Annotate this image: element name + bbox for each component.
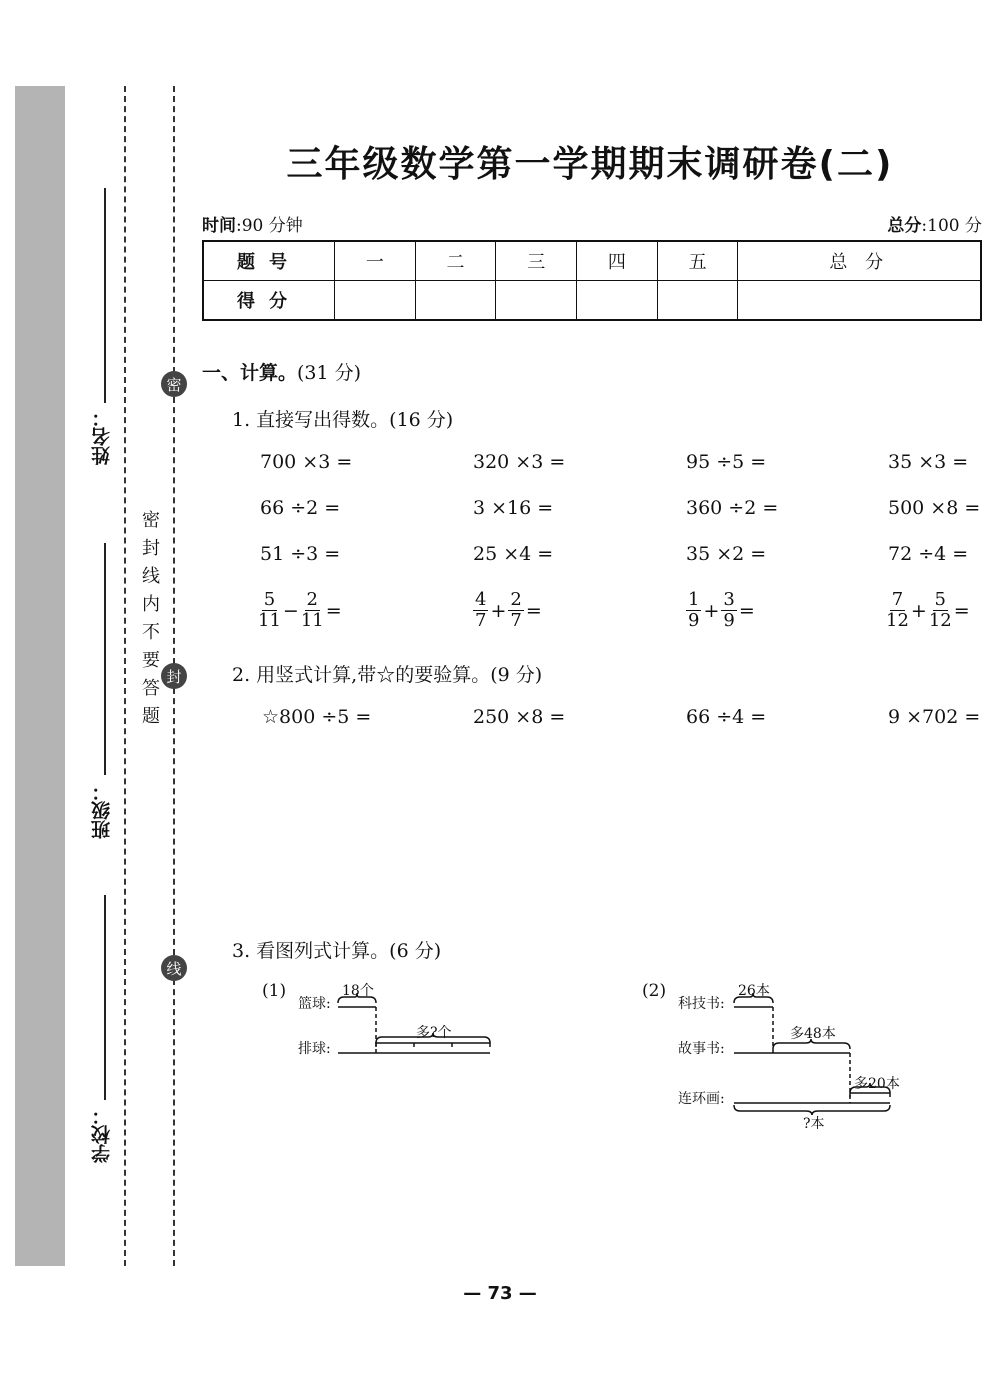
denominator: 9 <box>723 610 735 631</box>
diagram-2-top-value: 26本 <box>738 983 770 999</box>
vertical-calc-item: 66 ÷4 = <box>686 706 767 728</box>
fraction <box>473 590 488 631</box>
diagram-1-label: (1) <box>262 981 287 1001</box>
fraction <box>301 590 324 631</box>
page-title: 三年级数学第一学期期末调研卷(二) <box>286 144 894 185</box>
operator: + <box>703 599 720 622</box>
score-row-label: 得分 <box>203 281 335 321</box>
binding-dash-line-left <box>124 86 126 1266</box>
diagram-1-lines <box>258 975 508 1065</box>
fraction-item <box>473 590 544 631</box>
score-table <box>202 240 982 321</box>
numerator: 5 <box>263 589 276 610</box>
diagram-1-top-value: 18个 <box>342 983 374 999</box>
calc-item: 35 ×3 = <box>888 451 969 473</box>
section-1-points: (31 分) <box>297 362 362 384</box>
denominator: 11 <box>300 610 324 631</box>
calc-item: 320 ×3 = <box>473 451 566 473</box>
score-cell[interactable] <box>415 281 496 321</box>
operator: − <box>282 599 299 622</box>
question-3-title: 3. 看图列式计算。(6 分) <box>232 940 442 962</box>
school-label: 学校： <box>91 1106 113 1163</box>
denominator: 12 <box>886 610 909 631</box>
score-col: 三 <box>496 241 577 281</box>
vertical-calc-item: 9 ×702 = <box>888 706 981 728</box>
numerator: 7 <box>891 589 904 610</box>
score-cell[interactable] <box>738 281 981 321</box>
page-number: — 73 — <box>463 1283 537 1304</box>
score-col: 五 <box>657 241 738 281</box>
numerator: 2 <box>510 589 522 610</box>
fraction <box>258 590 281 631</box>
question-1-title: 1. 直接写出得数。(16 分) <box>232 409 454 431</box>
fraction <box>508 590 523 631</box>
calc-item: 500 ×8 = <box>888 497 981 519</box>
denominator: 9 <box>688 610 700 631</box>
time-info <box>202 211 303 236</box>
score-table-score-row <box>203 281 981 321</box>
fraction <box>886 590 909 631</box>
binding-margin-band <box>15 86 65 1266</box>
diagram-2-more1-label: 多48本 <box>790 1026 836 1042</box>
diagram-2-label: (2) <box>642 981 667 1001</box>
diagram-2-row3-label: 连环画: <box>678 1091 725 1107</box>
equals-sign: = <box>525 599 542 622</box>
fraction <box>929 590 952 631</box>
diagram-1-row2-label: 排球: <box>298 1041 331 1057</box>
denominator: 7 <box>475 610 487 631</box>
calc-item: 360 ÷2 = <box>686 497 779 519</box>
equals-sign: = <box>325 599 342 622</box>
numerator: 3 <box>723 589 735 610</box>
numerator: 2 <box>306 589 318 610</box>
seal-mi: 密 <box>161 371 187 397</box>
class-label: 班级： <box>91 782 113 839</box>
score-table-header-row <box>203 241 981 281</box>
total-value: :100 分 <box>921 216 982 236</box>
fraction-item <box>258 590 344 631</box>
class-line <box>104 543 106 775</box>
calc-item: 3 ×16 = <box>473 497 554 519</box>
total-info <box>887 211 982 236</box>
numerator: 1 <box>688 589 700 610</box>
score-cell[interactable] <box>496 281 577 321</box>
score-col: 总 分 <box>738 241 981 281</box>
score-header-label: 题号 <box>203 241 335 281</box>
operator: + <box>910 599 927 622</box>
fraction <box>686 590 701 631</box>
seal-xian: 线 <box>161 955 187 981</box>
denominator: 12 <box>928 610 952 631</box>
diagram-2-row1-label: 科技书: <box>678 996 725 1012</box>
equals-sign: = <box>953 599 970 622</box>
calc-item: 95 ÷5 = <box>686 451 767 473</box>
school-line <box>104 895 106 1100</box>
score-col: 二 <box>415 241 496 281</box>
diagram-2-row2-label: 故事书: <box>678 1041 725 1057</box>
line-diagram-1 <box>258 975 508 1065</box>
operator: + <box>490 599 507 622</box>
time-value: :90 分钟 <box>236 216 303 236</box>
equals-sign: = <box>738 599 755 622</box>
calc-item: 25 ×4 = <box>473 543 554 565</box>
diagram-1-row1-label: 篮球: <box>298 996 331 1012</box>
score-col: 四 <box>577 241 658 281</box>
time-label: 时间 <box>202 216 236 236</box>
diagram-1-more-label: 多?个 <box>416 1025 452 1041</box>
calc-item: 51 ÷3 = <box>260 543 341 565</box>
diagram-2-question-label: ?本 <box>803 1116 825 1132</box>
binding-warning: 密封线内不要答题 <box>139 510 160 734</box>
name-line <box>104 188 106 403</box>
fraction <box>721 590 736 631</box>
calc-item: 35 ×2 = <box>686 543 767 565</box>
vertical-calc-item: 250 ×8 = <box>473 706 566 728</box>
numerator: 5 <box>934 589 946 610</box>
score-cell[interactable] <box>335 281 416 321</box>
numerator: 4 <box>475 589 487 610</box>
section-1-title: 一、计算。 <box>202 362 298 384</box>
diagram-2-more2-label: 多20本 <box>854 1076 900 1092</box>
fraction-item <box>886 590 972 631</box>
line-diagram-2 <box>640 975 910 1135</box>
score-cell[interactable] <box>657 281 738 321</box>
score-cell[interactable] <box>577 281 658 321</box>
total-label: 总分 <box>887 216 922 236</box>
calc-item: 72 ÷4 = <box>888 543 969 565</box>
denominator: 11 <box>258 610 281 631</box>
calc-item: 700 ×3 = <box>260 451 353 473</box>
question-2-title: 2. 用竖式计算,带☆的要验算。(9 分) <box>232 664 543 686</box>
vertical-calc-item: ☆800 ÷5 = <box>262 706 372 728</box>
denominator: 7 <box>510 610 522 631</box>
calc-item: 66 ÷2 = <box>260 497 341 519</box>
section-1-heading <box>202 358 361 385</box>
diagram-2-lines <box>640 975 910 1135</box>
score-col: 一 <box>335 241 416 281</box>
fraction-item <box>686 590 757 631</box>
name-label: 姓名： <box>91 408 113 465</box>
seal-feng: 封 <box>161 663 187 689</box>
